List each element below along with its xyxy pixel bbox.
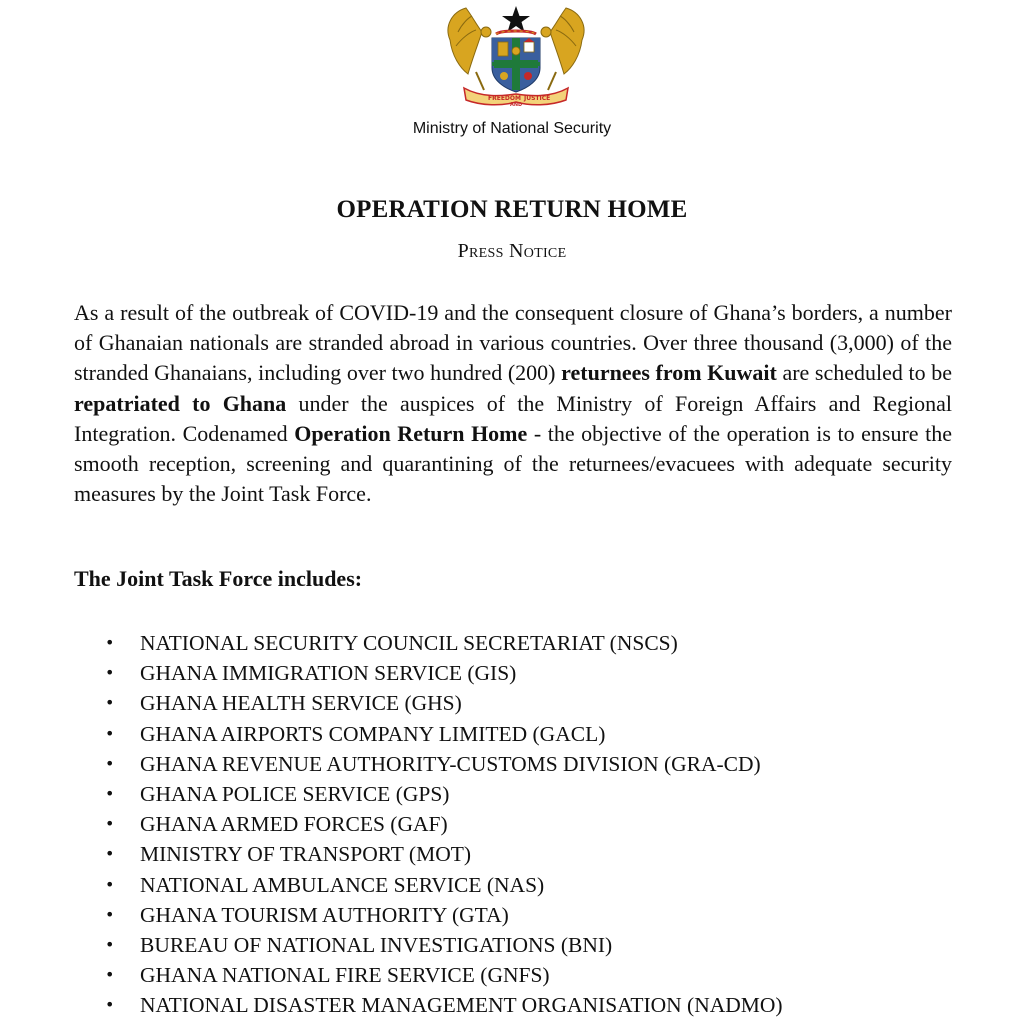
agency-list-item bbox=[0, 900, 1024, 930]
bullet-icon: • bbox=[105, 783, 115, 803]
agency-name: GHANA IMMIGRATION SERVICE (GIS) bbox=[140, 661, 517, 686]
body-paragraph bbox=[74, 298, 952, 509]
bullet-icon: • bbox=[105, 753, 115, 773]
body-text-segment: As a result of the outbreak of COVID-19 and the consequent closure of Ghana’s borders, a number of Ghanaian nationals are stranded abroad in various countries. Over three thousand (3,000) of the stranded Ghanaians, including over two hundred (200) bbox=[74, 300, 952, 386]
agency-name: GHANA AIRPORTS COMPANY LIMITED (GACL) bbox=[140, 721, 606, 746]
agency-list-item bbox=[0, 658, 1024, 688]
agency-list bbox=[0, 628, 1024, 1020]
agency-name: BUREAU OF NATIONAL INVESTIGATIONS (BNI) bbox=[140, 932, 613, 957]
agency-name: GHANA NATIONAL FIRE SERVICE (GNFS) bbox=[140, 963, 550, 988]
agency-list-item bbox=[0, 628, 1024, 658]
agency-name: GHANA HEALTH SERVICE (GHS) bbox=[140, 691, 462, 716]
agency-name: GHANA POLICE SERVICE (GPS) bbox=[140, 781, 450, 806]
bullet-icon: • bbox=[105, 693, 115, 713]
body-bold-segment: returnees from Kuwait bbox=[561, 360, 777, 386]
agency-name: NATIONAL DISASTER MANAGEMENT ORGANISATION (NADMO) bbox=[140, 993, 783, 1018]
agency-list-item bbox=[0, 749, 1024, 779]
bullet-icon: • bbox=[105, 965, 115, 985]
ghana-coat-of-arms-logo bbox=[442, 2, 590, 110]
body-bold-segment: Operation Return Home bbox=[294, 420, 528, 446]
agency-list-item bbox=[0, 719, 1024, 749]
svg-text:JUSTICE: JUSTICE bbox=[524, 95, 551, 102]
bullet-icon: • bbox=[105, 814, 115, 834]
bullet-icon: • bbox=[105, 995, 115, 1015]
agency-list-item bbox=[0, 870, 1024, 900]
agency-list-item bbox=[0, 809, 1024, 839]
bullet-icon: • bbox=[105, 874, 115, 894]
agency-list-item bbox=[0, 779, 1024, 809]
ministry-name: Ministry of National Security bbox=[412, 120, 612, 137]
svg-text:FREEDOM: FREEDOM bbox=[488, 95, 521, 102]
body-text-segment: - the objective of the operation is to ensure the smooth reception, screening and quarantining of the returnees/evacuees with adequate security measures by the Joint Task Force. bbox=[74, 420, 952, 507]
body-text-segment: under the auspices of the Ministry of Foreign Affairs and Regional Integration. Codenamed bbox=[74, 390, 952, 446]
bullet-icon: • bbox=[105, 904, 115, 924]
agency-name: NATIONAL SECURITY COUNCIL SECRETARIAT (NSCS) bbox=[140, 631, 678, 655]
agency-list-item bbox=[0, 688, 1024, 718]
body-text-segment: are scheduled to be bbox=[776, 360, 953, 386]
document-title: OPERATION RETURN HOME bbox=[336, 196, 688, 223]
agency-name: GHANA REVENUE AUTHORITY-CUSTOMS DIVISION (GRA-CD) bbox=[140, 751, 761, 776]
section-heading: The Joint Task Force includes: bbox=[74, 566, 363, 591]
bullet-icon: • bbox=[105, 934, 115, 954]
bullet-icon: • bbox=[105, 633, 115, 652]
agency-name: GHANA TOURISM AUTHORITY (GTA) bbox=[140, 902, 509, 927]
bullet-icon: • bbox=[105, 844, 115, 864]
svg-text:AND: AND bbox=[510, 102, 523, 108]
document-subtitle: Press Notice bbox=[457, 240, 567, 262]
agency-list-item bbox=[0, 990, 1024, 1020]
agency-list-item bbox=[0, 930, 1024, 960]
agency-name: NATIONAL AMBULANCE SERVICE (NAS) bbox=[140, 872, 545, 897]
agency-name: MINISTRY OF TRANSPORT (MOT) bbox=[140, 842, 472, 867]
bullet-icon: • bbox=[105, 723, 115, 743]
agency-list-item bbox=[0, 960, 1024, 990]
agency-name: GHANA ARMED FORCES (GAF) bbox=[140, 812, 448, 837]
agency-list-item bbox=[0, 839, 1024, 869]
bullet-icon: • bbox=[105, 663, 115, 683]
body-bold-segment: repatriated to Ghana bbox=[74, 390, 287, 416]
